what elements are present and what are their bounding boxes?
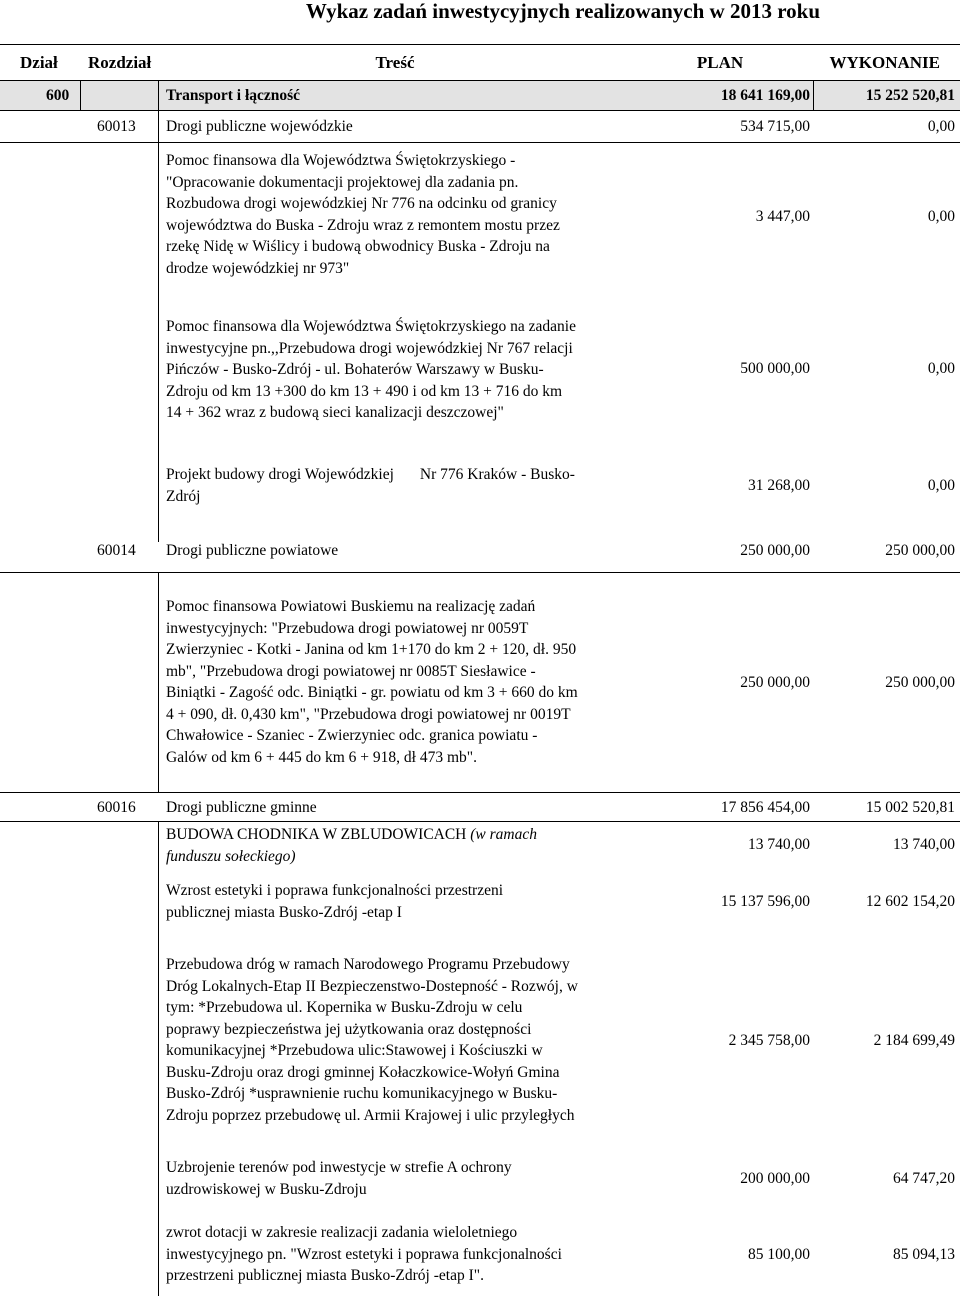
rozdzial-code: 60013 <box>97 118 136 135</box>
rozdzial-plan: 534 715,00 <box>740 118 810 135</box>
task-line: drodze wojewódzkiej nr 973" <box>166 259 350 277</box>
column-divider <box>158 821 159 1296</box>
task-line: Dróg Lokalnych-Etap II Bezpieczenstwo-Dostepność - Rozwój, w <box>166 977 578 995</box>
rozdzial-name: Drogi publiczne wojewódzkie <box>166 118 353 135</box>
task-line: zwrot dotacji w zakresie realizacji zadania wieloletniego <box>166 1224 518 1241</box>
task-wykonanie: 250 000,00 <box>885 674 955 691</box>
rozdzial-wykonanie: 0,00 <box>927 118 955 135</box>
task-plan: 200 000,00 <box>740 1170 810 1187</box>
header-tresc: Treść <box>375 53 415 72</box>
task-line: Biniątki - Zagość odc. Biniątki - gr. powiatu od km 3 + 660 do km <box>166 684 578 701</box>
column-divider <box>80 80 81 110</box>
task-description <box>166 464 636 507</box>
task-line: Zdroju poprzez przebudowę ul. Armii Krajowej i ulic przyległych <box>166 1106 575 1124</box>
task-line: Zwierzyniec - Kotki - Janina od km 1+170 do km 2 + 120, dł. 950 <box>166 641 577 658</box>
task-plan: 250 000,00 <box>740 674 810 691</box>
task-line: "Opracowanie dokumentacji projektowej dla zadania pn. <box>166 173 519 191</box>
table-top-border <box>0 44 960 45</box>
task-plan: 31 268,00 <box>748 477 810 494</box>
divider <box>0 792 960 793</box>
task-line: Busko-Zdrój *usprawnienie ruchu komunikacyjnego w Busku- <box>166 1085 558 1102</box>
task-plan: 85 100,00 <box>748 1246 810 1263</box>
section-wykonanie: 15 252 520,81 <box>865 87 955 104</box>
task-line: Przebudowa dróg w ramach Narodowego Programu Przebudowy <box>166 956 570 973</box>
column-divider <box>158 110 159 142</box>
column-divider <box>158 80 159 110</box>
task-description <box>166 1222 636 1287</box>
task-plan: 3 447,00 <box>755 208 810 225</box>
task-line: Projekt budowy drogi Wojewódzkiej Nr 776 Kraków - Busko- <box>166 466 575 483</box>
header-plan: PLAN <box>696 53 744 72</box>
task-line: województwa do Buska - Zdroju wraz z remontem mostu przez <box>166 216 560 234</box>
rozdzial-plan: 17 856 454,00 <box>720 799 810 816</box>
rozdzial-wykonanie: 15 002 520,81 <box>865 799 955 816</box>
task-wykonanie: 0,00 <box>927 477 955 494</box>
task-line: Busku-Zdroju oraz drogi gminnej Kołaczkowice-Wołyń Gmina <box>166 1063 560 1081</box>
task-description <box>166 1157 636 1200</box>
task-plan: 15 137 596,00 <box>720 893 810 910</box>
task-line: BUDOWA CHODNIKA W ZBLUDOWICACH (w ramach <box>166 826 537 843</box>
task-description <box>166 316 636 424</box>
header-wykonanie: WYKONANIE <box>829 53 940 72</box>
task-line: poprawy bezpieczeństwa jej użytkowania oraz dostępności <box>166 1020 532 1038</box>
task-line: komunikacyjnej *Przebudowa ulic:Stawowej i Kościuszki w <box>166 1042 543 1059</box>
rozdzial-code: 60014 <box>97 542 136 559</box>
rozdzial-wykonanie: 250 000,00 <box>885 542 955 559</box>
task-line: tym: *Przebudowa ul. Kopernika w Busku-Zdroju w celu <box>166 999 523 1016</box>
divider <box>0 821 960 822</box>
task-line: Galów od km 6 + 445 do km 6 + 918, dł 473 mb". <box>166 748 477 766</box>
task-wykonanie: 2 184 699,49 <box>873 1032 955 1049</box>
header-dzial: Dział <box>20 53 58 72</box>
task-wykonanie: 0,00 <box>927 208 955 225</box>
task-description <box>166 596 636 768</box>
divider <box>0 80 960 81</box>
task-plan: 13 740,00 <box>748 836 810 853</box>
task-description <box>166 954 636 1126</box>
task-line: Zdroju od km 13 +300 do km 13 + 490 i od km 13 + 716 do km <box>166 382 563 400</box>
task-description <box>166 880 636 923</box>
task-line: Uzbrojenie terenów pod inwestycje w strefie A ochrony <box>166 1159 512 1176</box>
task-description <box>166 150 636 279</box>
task-line: przestrzeni publicznej miasta Busko-Zdrój -etap I". <box>166 1267 484 1284</box>
rozdzial-name: Drogi publiczne gminne <box>166 799 317 816</box>
section-name: Transport i łączność <box>166 87 301 104</box>
task-line: inwestycyjnych: "Przebudowa drogi powiatowej nr 0059T <box>166 619 529 637</box>
task-line: uzdrowiskowej w Busku-Zdroju <box>166 1180 367 1198</box>
task-line: inwestycyjne pn.,,Przebudowa drogi wojewódzkiej Nr 767 relacji <box>166 339 573 357</box>
task-line: rzekę Nidę w Wiślicy i budową obwodnicy Buska - Zdroju na <box>166 238 550 255</box>
task-line: Rozbudowa drogi wojewódzkiej Nr 776 na odcinku od granicy <box>166 195 557 212</box>
task-line: mb", "Przebudowa drogi powiatowej nr 0085T Siesławice - <box>166 662 536 680</box>
task-wykonanie: 64 747,20 <box>893 1170 955 1187</box>
task-line: Pomoc finansowa dla Województwa Świętokrzyskiego - <box>166 152 516 169</box>
rozdzial-code: 60016 <box>97 799 136 816</box>
task-line: publicznej miasta Busko-Zdrój -etap I <box>166 903 402 921</box>
column-divider <box>158 142 159 542</box>
task-line: Wzrost estetyki i poprawa funkcjonalności przestrzeni <box>166 882 504 899</box>
task-line: Chwałowice - Szaniec - Zwierzyniec odc. granica powiatu - <box>166 727 538 744</box>
column-divider <box>158 572 159 792</box>
rozdzial-name: Drogi publiczne powiatowe <box>166 542 339 559</box>
task-plan: 2 345 758,00 <box>728 1032 810 1049</box>
task-line: funduszu sołeckiego) <box>166 847 296 865</box>
task-plan: 500 000,00 <box>740 360 810 377</box>
section-dzial: 600 <box>46 87 70 104</box>
page-title: Wykaz zadań inwestycyjnych realizowanych w 2013 roku <box>305 0 820 23</box>
divider <box>0 572 960 573</box>
divider <box>0 110 960 111</box>
task-line: 14 + 362 wraz z budową sieci kanalizacji deszczowej" <box>166 404 504 421</box>
divider <box>0 142 960 143</box>
task-description <box>166 824 636 867</box>
task-wykonanie: 0,00 <box>927 360 955 377</box>
header-rozdzial: Rozdział <box>88 53 152 72</box>
task-line: Pomoc finansowa Powiatowi Buskiemu na realizację zadań <box>166 598 536 615</box>
task-line: Zdrój <box>166 487 201 505</box>
task-wykonanie: 13 740,00 <box>893 836 955 853</box>
task-line: inwestycyjnego pn. "Wzrost estetyki i poprawa funkcjonalności <box>166 1245 562 1263</box>
task-wykonanie: 85 094,13 <box>893 1246 955 1263</box>
task-line: Pomoc finansowa dla Województwa Świętokrzyskiego na zadanie <box>166 318 576 335</box>
section-plan: 18 641 169,00 <box>720 87 810 104</box>
task-line: Pińczów - Busko-Zdrój - ul. Bohaterów Warszawy w Busku- <box>166 361 544 378</box>
rozdzial-plan: 250 000,00 <box>740 542 810 559</box>
task-wykonanie: 12 602 154,20 <box>865 893 955 910</box>
task-line: 4 + 090, dł. 0,430 km", "Przebudowa drogi powiatowej nr 0019T <box>166 705 571 723</box>
